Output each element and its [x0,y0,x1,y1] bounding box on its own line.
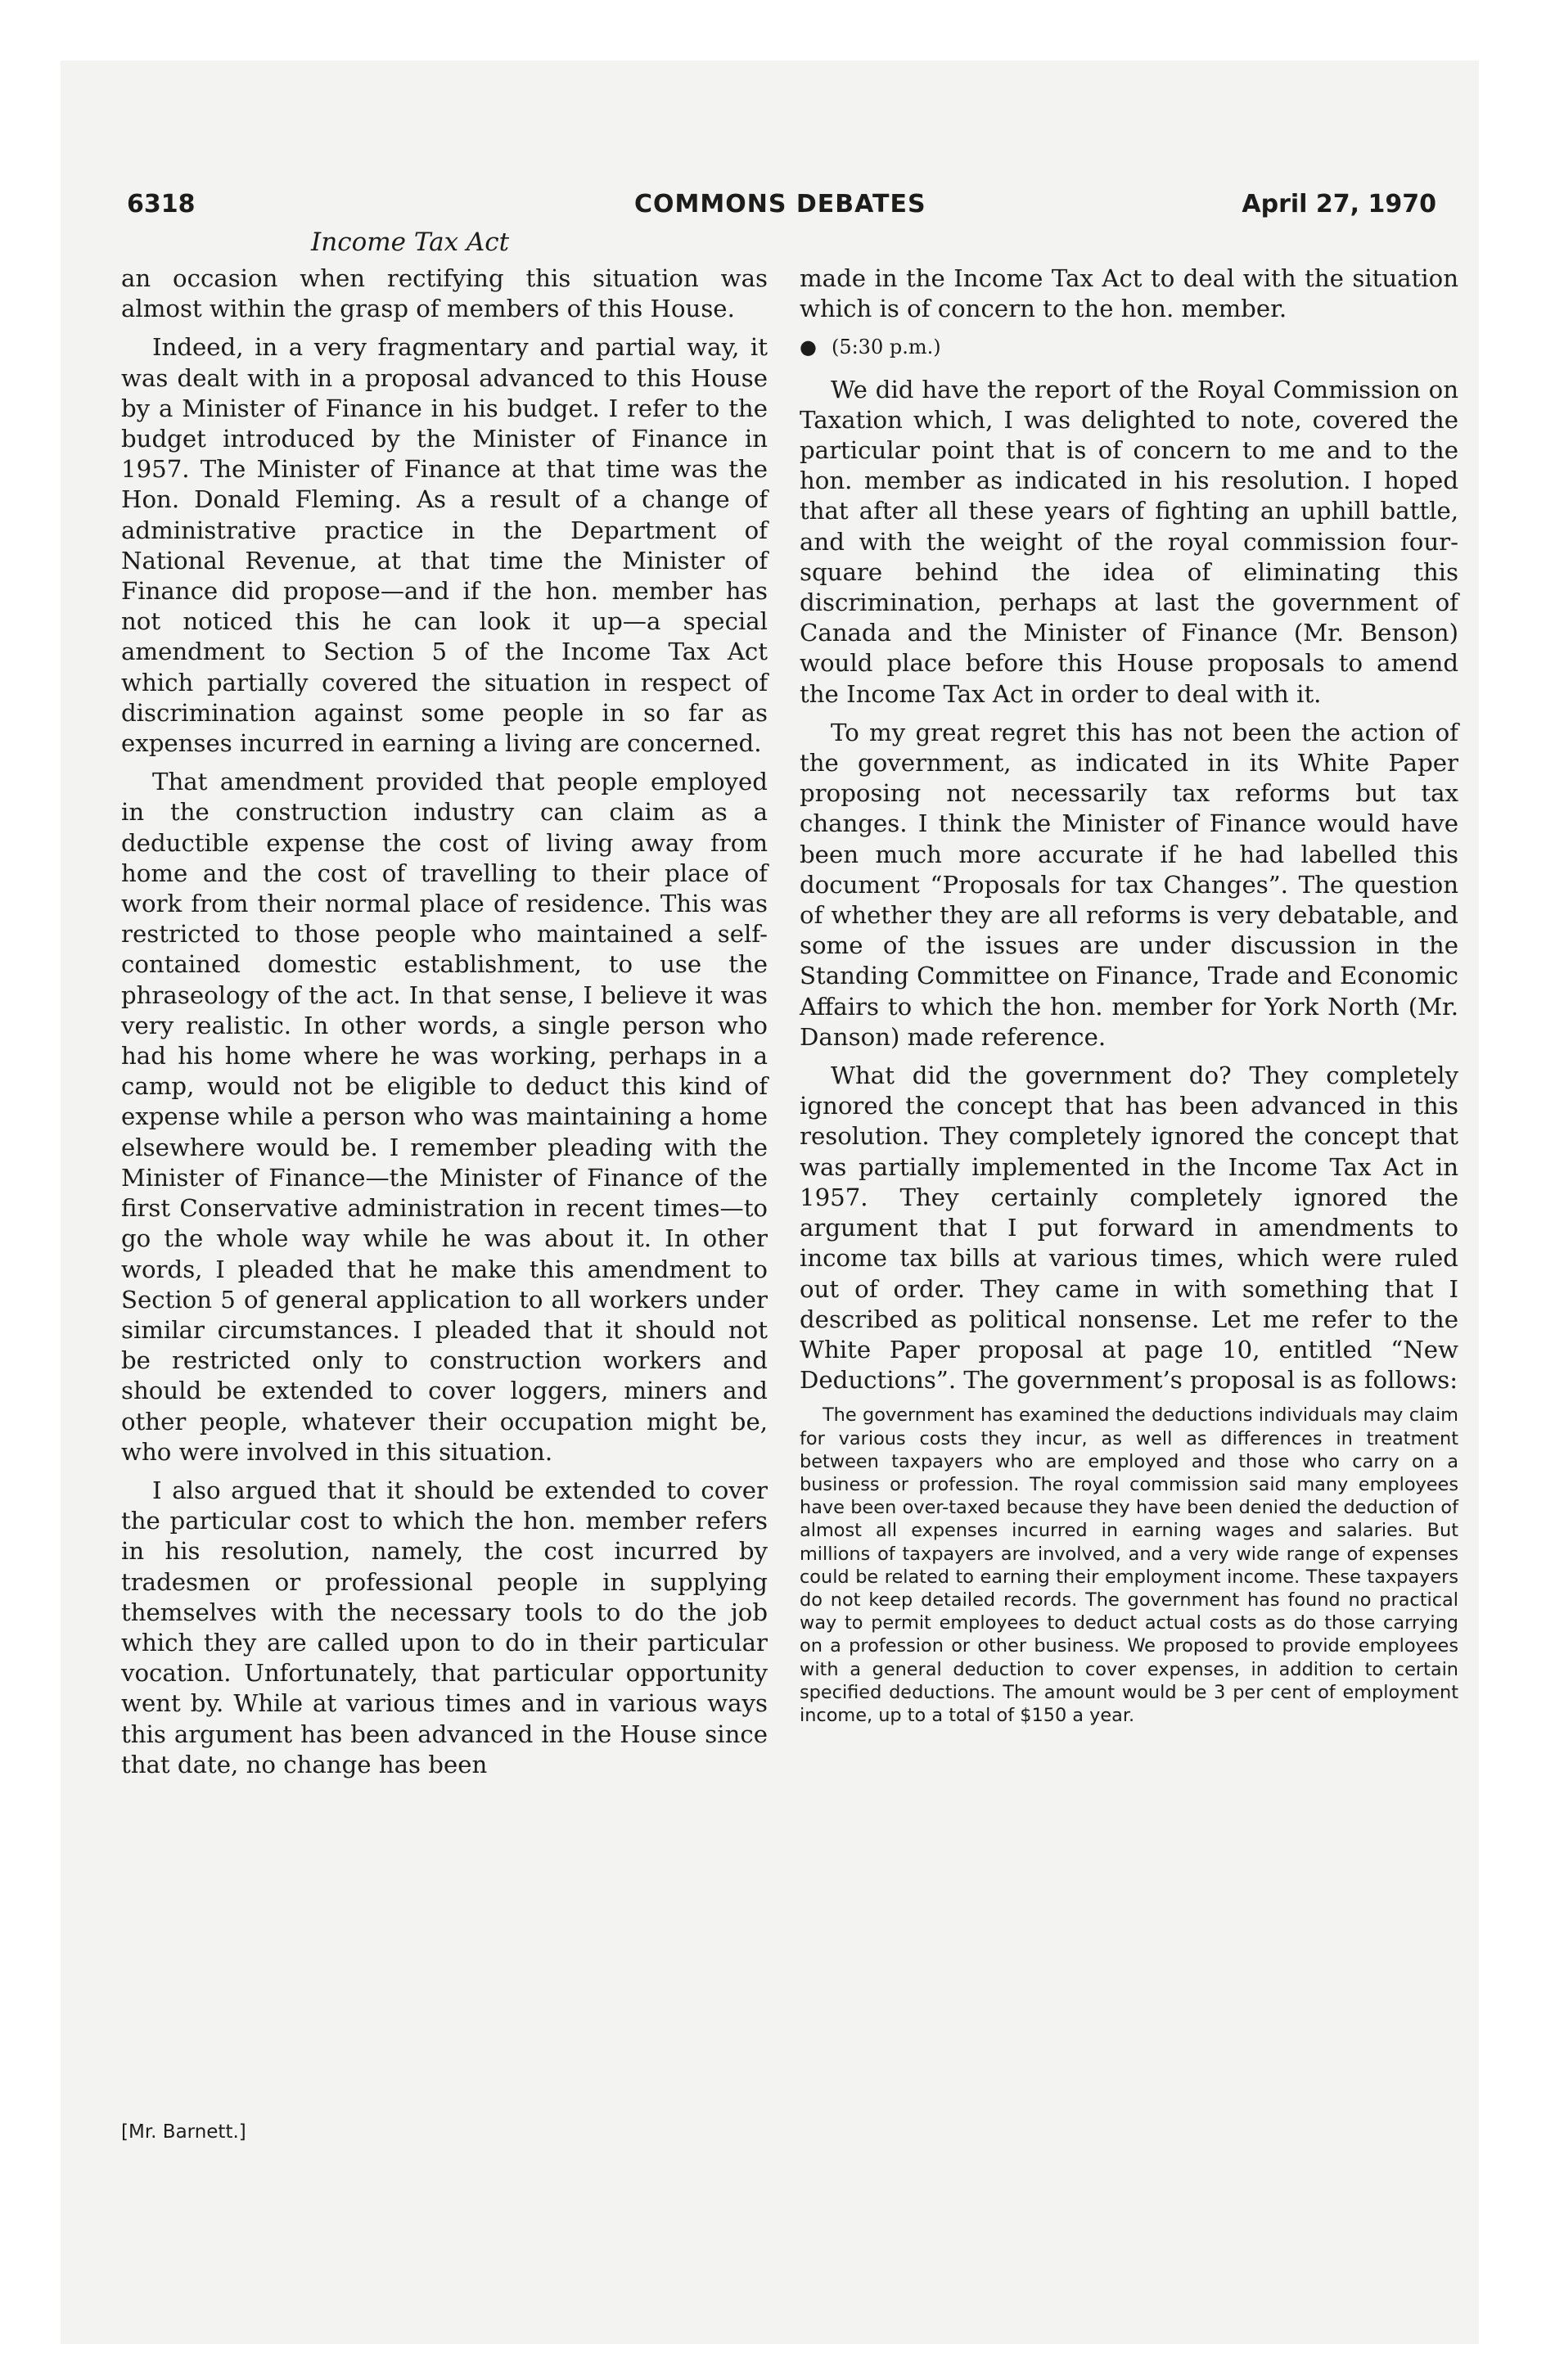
page-header [127,190,1436,231]
paragraph: To my great regret this has not been the action of the government, as indicated in its White Paper proposing not necessarily tax reforms but tax changes. I think the Minister of Finance would have been much more accurate if he had labelled this document “Proposals for tax Changes”. The question of whether they are all reforms is very debatable, and some of the issues are under discussion in the Standing Committee on Finance, Trade and Economic Affairs to which the hon. member for York North (Mr. Danson) made reference. [800,718,1458,1051]
debate-subject: Income Tax Act [311,228,510,257]
right-column [800,264,1458,1727]
left-column [121,264,768,1788]
paragraph: Indeed, in a very fragmentary and partial way, it was dealt with in a proposal advanced to this House by a Minister of Finance in his budget. I refer to the budget introduced by the Minister of Finance in 1957. The Minister of Finance at that time was the Hon. Donald Fleming. As a result of a change of administrative practice in the Department of National Revenue, at that time the Minister of Finance did propose—and if the hon. member has not noticed this he can look it up—a special amendment to Section 5 of the Income Tax Act which partially covered the situation in respect of discrimination against some people in so far as expenses incurred in earning a living are concerned. [121,333,768,758]
paragraph: made in the Income Tax Act to deal with the situation which is of concern to the hon. member. [800,264,1458,323]
paragraph: We did have the report of the Royal Commission on Taxation which, I was delighted to note, covered the particular point that is of concern to me and to the hon. member as indicated in his resolution. I hoped that after all these years of fighting an uphill battle, and with the weight of the royal commission four-square behind the idea of eliminating this discrimination, perhaps at last the government of Canada and the Minister of Finance (Mr. Benson) would place before this House proposals to amend the Income Tax Act in order to deal with it. [800,375,1458,708]
issue-date: April 27, 1970 [1242,190,1436,219]
bullet-icon: ● [800,336,817,359]
quoted-passage: The government has examined the deductions individuals may claim for various costs they incur, as well as differences in treatment between taxpayers who are employed and those who carry on a business or profession. The royal commission said many employees have been over-taxed because they have been denied the deduction of almost all expenses incurred in earning wages and salaries. But millions of taxpayers are involved, and a very wide range of expenses could be related to earning their employment income. These taxpayers do not keep detailed records. The government has found no practical way to permit employees to deduct actual costs as do those carrying on a profession or other business. We proposed to provide employees with a general deduction to cover expenses, in addition to certain specified deductions. The amount would be 3 per cent of employment income, up to a total of $150 a year. [800,1404,1458,1726]
paragraph: an occasion when rectifying this situation was almost within the grasp of members of this House. [121,264,768,323]
page-number: 6318 [127,190,196,219]
paragraph: I also argued that it should be extended to cover the particular cost to which the hon. member refers in his resolution, namely, the cost incurred by tradesmen or professional people in supplying themselves with the necessary tools to do the job which they are called upon to do in their particular vocation. Unfortunately, that particular opportunity went by. While at various times and in various ways this argument has been advanced in the House since that date, no change has been [121,1476,768,1778]
journal-title: COMMONS DEBATES [634,190,926,219]
paragraph: That amendment provided that people employed in the construction industry can claim as a deductible expense the cost of living away from home and the cost of travelling to their place of work from their normal place of residence. This was restricted to those people who maintained a self-contained domestic establishment, to use the phraseology of the act. In that sense, I believe it was very realistic. In other words, a single person who had his home where he was working, perhaps in a camp, would not be eligible to deduct this kind of expense while a person who was maintaining a home elsewhere would be. I remember pleading with the Minister of Finance—the Minister of Finance of the first Conservative administration in recent times—to go the whole way while he was about it. In other words, I pleaded that he make this amendment to Section 5 of general application to all workers under similar circumstances. I pleaded that it should not be restricted only to construction workers and should be extended to cover loggers, miners and other people, whatever their occupation might be, who were involved in this situation. [121,768,768,1466]
timestamp-text: (5:30 p.m.) [831,336,941,359]
speaker-attribution: [Mr. Barnett.] [121,2121,246,2143]
timestamp [800,332,1458,363]
paragraph: What did the government do? They completely ignored the concept that has been advanced in this resolution. They completely ignored the concept that was partially implemented in the Income Tax Act in 1957. They certainly completely ignored the argument that I put forward in amendments to income tax bills at various times, which were ruled out of order. They came in with something that I described as political nonsense. Let me refer to the White Paper proposal at page 10, entitled “New Deductions”. The government’s proposal is as follows: [800,1062,1458,1395]
